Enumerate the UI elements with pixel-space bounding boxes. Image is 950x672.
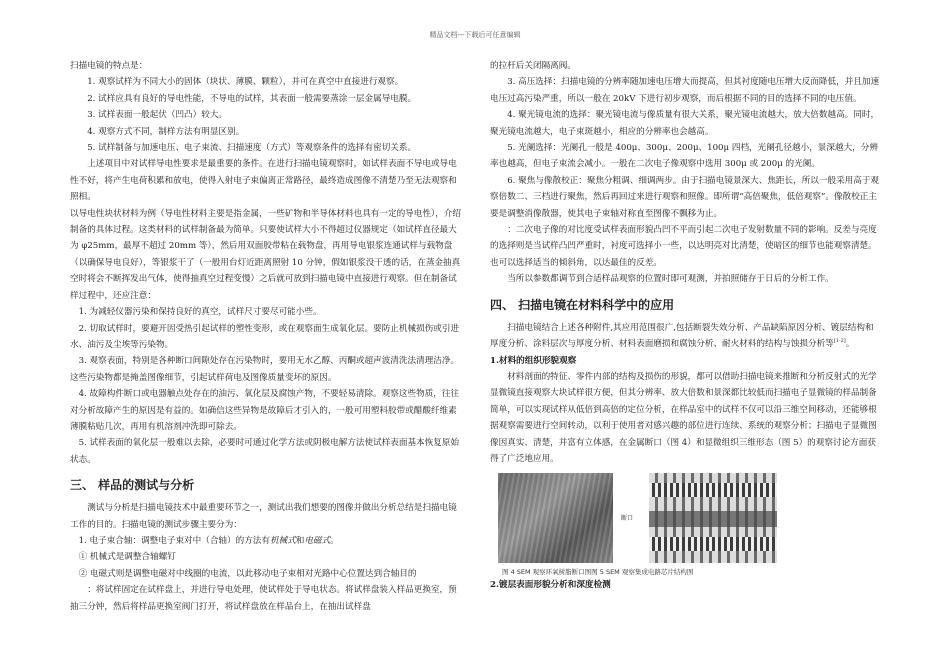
paragraph: 6. 聚焦与像散校正：聚焦分粗调、细调两步。由于扫描电镜景深大、焦距长，所以一般采用高于观察倍数二、三档进行聚焦，然后再回过来进行观察和照像。即所谓“高倍聚焦，低倍观察”。像散校正主要是调整消像散器，使其电子束轴对称直至图像不飘移为止。 <box>490 175 880 219</box>
paragraph: 当所以参数都调节到合适样品观察的位置时即可观测，并拍照储存于日后的分析工作。 <box>507 274 834 285</box>
paragraph <box>490 320 880 353</box>
paragraph: 测试与分析是扫描电镜技术中最重要环节之一，测试出我们想要的图像并做出分析总结是扫描电镜工作的目的。扫描电镜的测试步骤主要分为： <box>70 503 457 530</box>
step-emphasis: 电磁式 <box>304 535 331 546</box>
feature-item: 2. 试样应具有良好的导电性能，不导电的试样，其表面一般需要蒸涂一层金属导电膜。 <box>87 93 417 104</box>
figure-4-epoxy-fracture-image <box>498 473 613 563</box>
section-3-heading: 三、 样品的测试与分析 <box>70 478 195 493</box>
paragraph: 的拉杆后关闭隔离阀。 <box>490 61 576 71</box>
paragraph: 4. 聚光镜电流的选择：聚光镜电流与像质量有很大关系，聚光镜电流越大，放大倍数越高。同时，聚光镜电流越大，电子束斑越小，相应的分辨率也会越高。 <box>490 110 880 137</box>
paragraph: 5. 光阑选择：光阑孔一般是 400μ、300μ、200μ、100μ 四档，光阑孔径越小，景深越大，分辨率也越高，但电子束流会减小。一般在二次电子像观察中选用 300μ 或 200μ 的光阑。 <box>490 143 878 170</box>
step-text: 。 <box>330 535 339 546</box>
subsection-heading: 1.材料的组织形貌观察 <box>490 355 577 366</box>
features-intro: 扫描电镜的特点是： <box>70 61 148 71</box>
subsection-heading: 2.镀层表面形貌分析和深度检测 <box>490 580 611 591</box>
page-header: 精品文档---下载后可任意编辑 <box>429 31 521 39</box>
paragraph-text: 扫描电镜结合上述各种附件,其应用范围很广,包括断裂失效分析、产品缺陷原因分析、镀层结构和厚度分析、涂料层次与厚度分析、材料表面磨损和腐蚀分析、耐火材料的结构与蚀损分析等 <box>490 322 874 350</box>
feature-item: 1. 观察试样为不同大小的固体（块状、薄膜、颗粒），并可在真空中直接进行观察。 <box>87 77 404 88</box>
figures-row <box>498 473 880 563</box>
figure-caption: 图 4 SEM 观察环氧树脂断口图图 5 SEM 观察集成电路芯片结构图 <box>502 568 694 577</box>
paragraph-text: 。 <box>845 339 855 350</box>
note-item: 3. 观察表面，特别是各种断口间隙处存在污染物时，要用无水乙醇、丙酮或超声波清洗法清理洁净。这些污染物都是掩盖图像细节，引起试样荷电及图像质量变坏的原因。 <box>70 356 460 383</box>
left-column <box>70 58 465 615</box>
figure-5-chip-structure-image <box>649 473 777 563</box>
feature-item: 5. 试样制备与加速电压、电子束流、扫描速度（方式）等观察条件的选择有密切关系。 <box>87 143 417 154</box>
section-4-heading: 四、 扫描电镜在材料科学中的应用 <box>490 297 675 312</box>
feature-item: 4. 观察方式不同，制样方法有明显区别。 <box>87 126 245 137</box>
paragraph: ：二次电子像的对比度受试样表面形貌凸凹不平而引起二次电子发射数量不同的影响。反差与亮度的选择则是当试样凸凹严重时，衬度可选择小一些，以达明亮对比清楚，使暗区的细节也能观察清楚。也可以选择适当的倾斜角，以达最佳的反差。 <box>490 225 877 268</box>
right-column <box>490 58 880 594</box>
note-item: 1. 为减轻仪器污染和保持良好的真空，试样尺寸要尽可能小些。 <box>78 307 322 318</box>
feature-item: 3. 试样表面一般起伏（凹凸）较大。 <box>87 110 228 121</box>
note-item: 4. 故障构件断口或电器触点处存在的油污、氧化层及腐蚀产物，不要轻易清除。观察这些物质，往往对分析故障产生的原因是有益的。如确信这些异物是故障后才引入的，一般可用塑料胶带或醋酸纤维素薄膜粘贴几次，再用有机溶剂冲洗即可除去。 <box>70 389 460 432</box>
step-item: ：将试样固定在试样盘上，并进行导电处理，使试样处于导电状态。将试样盘装入样品更换室，预抽三分钟，然后将样品更换室阀门打开，将试样盘放在样品台上，在抽出试样盘 <box>70 585 457 612</box>
note-item: 2. 切取试样时，要避开因受热引起试样的塑性变形，或在观察面生成氧化层。要防止机械损伤或引进水、油污及尘埃等污染物。 <box>70 323 460 350</box>
paragraph: 以导电性块状材料为例（导电性材料主要是指金属，一些矿物和半导体材料也具有一定的导电性），介绍制备的具体过程。这类材料的试样制备最为简单。只要使试样大小不得超过仪器规定（如试样直径最大为 φ25mm，最厚不超过 20mm 等），然后用双面胶带粘在载物盘，再用导电银浆连通试样与载物盘（以确保导电良好），等银浆干了（一般用台灯近距离照射 10 分钟，假如银浆没干透的话，在蒸金抽真空时将会不断挥发出气体，使得抽真空过程变慢）之后就可放到扫描电镜中直接进行观察。但在制备试样过程中，还应注意： <box>70 208 462 301</box>
note-item: 5. 试样表面的氧化层一般难以去除，必要时可通过化学方法或阴极电解方法使试样表面基本恢复原始状态。 <box>70 438 460 465</box>
step-item: ② 电磁式则是调整电磁对中线圈的电流，以此移动电子束相对光路中心位置达到合轴目的 <box>78 568 417 579</box>
paragraph: 上述项目中对试样导电性要求是最重要的条件。在进行扫描电镜观察时，如试样表面不导电或导电性不好，将产生电荷积累和放电，使得入射电子束偏离正常路径，最终造成图像不清楚乃至无法观察和照相。 <box>70 159 457 203</box>
paragraph: 3. 高压选择：扫描电镜的分辨率随加速电压增大而提高，但其衬度随电压增大反而降低，并且加速电压过高污染严重，所以一般在 20kV 下进行初步观察，而后根据不同的目的选择不同的电压值。 <box>490 77 880 104</box>
figure-label: 断口 <box>621 515 634 523</box>
figure-label-wrap <box>621 473 641 563</box>
paragraph: 材料剖面的特征、零件内部的结构及损伤的形貌，都可以借助扫描电镜来推断和分析反射式的光学显微镜直接观察大块试样很方便，但其分辨率、放大倍数和景深都比较低而扫描电子显微镜的样品制备简单，可以实现试样从低倍到高倍的定位分析，在样品室中的试样不仅可以沿三维空间移动，还能够根据观察需要进行空间转动，以利于使用者对感兴趣的部位进行连续、系统的观察分析；扫描电子显微图像因真实、清楚，并富有立体感，在金属断口（图 4）和显微组织三维形态（图 5）的观察讨论方面获得了广泛地应用。 <box>490 371 877 464</box>
step-text: 和 <box>295 535 305 546</box>
step-item <box>70 533 465 549</box>
step-text: 1. 电子束合轴：调整电子束对中（合轴）的方法有 <box>78 535 270 546</box>
step-emphasis: 机械式 <box>270 535 296 546</box>
step-item: ① 机械式是调整合轴螺钉 <box>78 552 176 563</box>
reference-marker: [1-2] <box>833 338 846 345</box>
